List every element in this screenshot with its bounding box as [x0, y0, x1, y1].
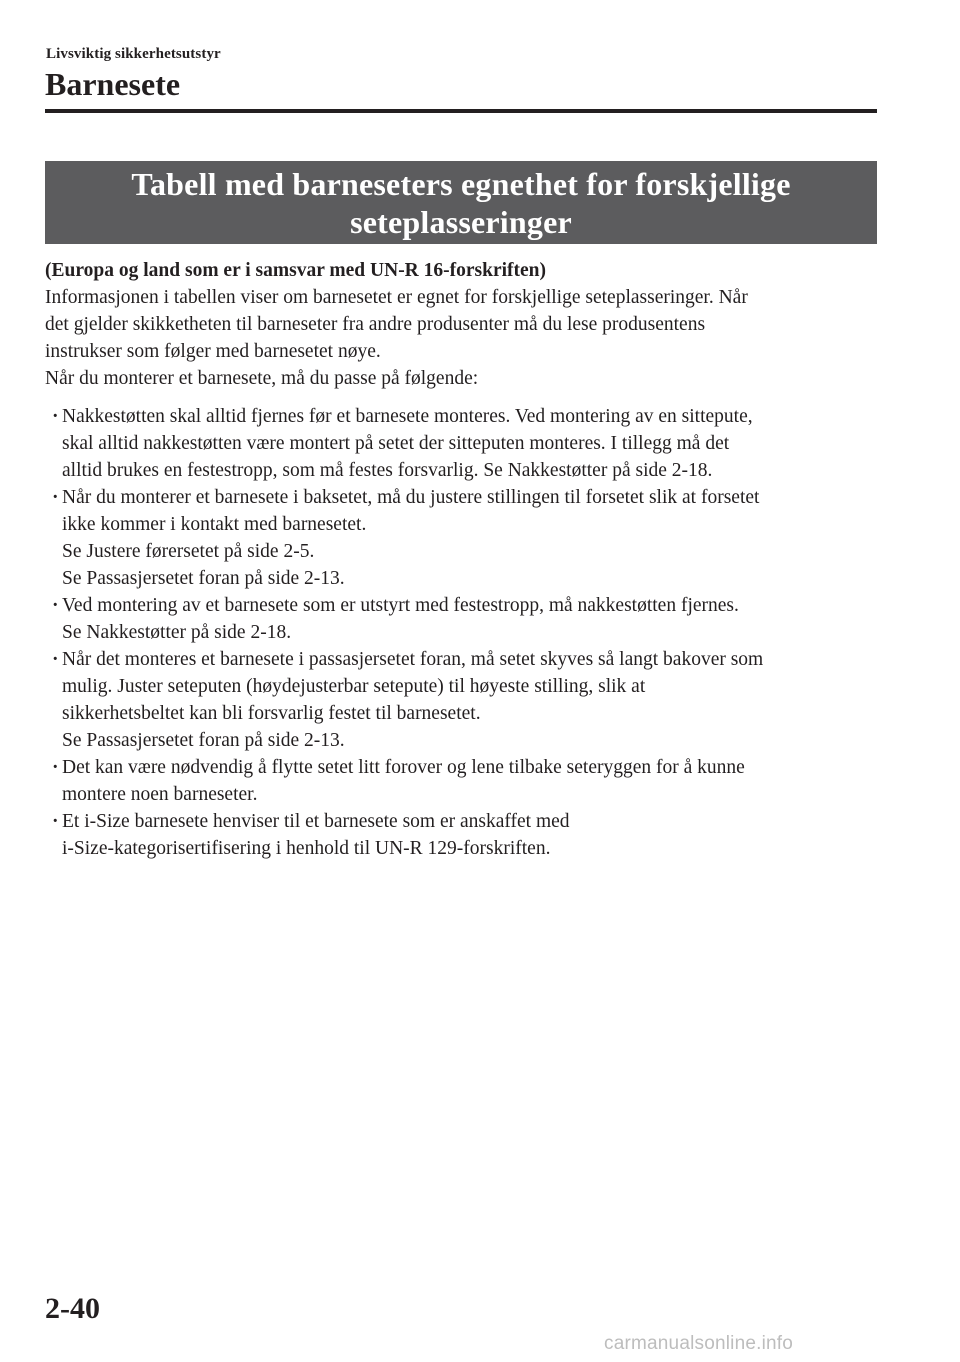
list-item-line: Når det monteres et barnesete i passasjersetet foran, må setet skyves så langt bakover som [62, 649, 764, 670]
precaution-list [45, 403, 880, 862]
list-item [45, 592, 880, 646]
intro-line: Når du monterer et barnesete, må du passe på følgende: [45, 368, 479, 389]
list-item [45, 403, 880, 484]
region-subheading: (Europa og land som er i samsvar med UN-R 16-forskriften) [45, 260, 547, 281]
intro-line: Informasjonen i tabellen viser om barnesetet er egnet for forskjellige seteplasseringer. Når [45, 287, 748, 308]
section-heading-banner [45, 161, 877, 244]
list-item-line: Et i-Size barnesete henviser til et barnesete som er anskaffet med [62, 811, 570, 832]
list-item-line: Ved montering av et barnesete som er utstyrt med festestropp, må nakkestøtten fjernes. [62, 595, 739, 616]
bullet-icon: · [52, 649, 59, 670]
list-item-line: mulig. Juster seteputen (høydejusterbar setepute) til høyeste stilling, slik at [62, 676, 646, 697]
list-item-line: montere noen barneseter. [62, 784, 258, 805]
list-item-line: alltid brukes en festestropp, som må festes forsvarlig. Se Nakkestøtter på side 2-18. [62, 460, 713, 481]
cross-reference: Se Passasjersetet foran på side 2-13. [62, 730, 345, 751]
list-item-line: ikke kommer i kontakt med barnesetet. [62, 514, 367, 535]
section-heading-line-1: Tabell med barneseters egnethet for forskjellige [131, 166, 791, 202]
intro-line: instrukser som følger med barnesetet nøye. [45, 341, 381, 362]
bullet-icon: · [52, 757, 59, 778]
chapter-title: Barnesete [45, 66, 181, 102]
list-item-line: Det kan være nødvendig å flytte setet litt forover og lene tilbake seteryggen for å kunne [62, 757, 745, 778]
page-number: 2-40 [45, 1292, 100, 1325]
bullet-icon: · [52, 811, 59, 832]
header-divider [45, 109, 877, 113]
bullet-icon: · [52, 406, 59, 427]
bullet-icon: · [52, 487, 59, 508]
list-item [45, 646, 880, 754]
body-content [45, 257, 880, 862]
list-item-line: sikkerhetsbeltet kan bli forsvarlig festet til barnesetet. [62, 703, 481, 724]
cross-reference: Se Nakkestøtter på side 2-18. [62, 622, 292, 643]
section-heading-line-2: seteplasseringer [350, 204, 572, 240]
list-item-line: skal alltid nakkestøtten være montert på setet der sitteputen monteres. I tillegg må det [62, 433, 730, 454]
bullet-icon: · [52, 595, 59, 616]
list-item [45, 754, 880, 808]
list-item [45, 484, 880, 592]
list-item [45, 808, 880, 862]
cross-reference: Se Passasjersetet foran på side 2-13. [62, 568, 345, 589]
cross-reference: Se Justere førersetet på side 2-5. [62, 541, 315, 562]
watermark: carmanualsonline.info [604, 1333, 794, 1354]
list-item-line: Når du monterer et barnesete i baksetet, må du justere stillingen til forsetet slik at forsetet [62, 487, 760, 508]
intro-line: det gjelder skikketheten til barneseter fra andre produsenter må du lese produsentens [45, 314, 706, 335]
list-item-line: i-Size-kategorisertifisering i henhold til UN-R 129-forskriften. [62, 838, 551, 859]
section-label: Livsviktig sikkerhetsutstyr [46, 46, 221, 62]
list-item-line: Nakkestøtten skal alltid fjernes før et barnesete monteres. Ved montering av en sittepute, [62, 406, 753, 427]
